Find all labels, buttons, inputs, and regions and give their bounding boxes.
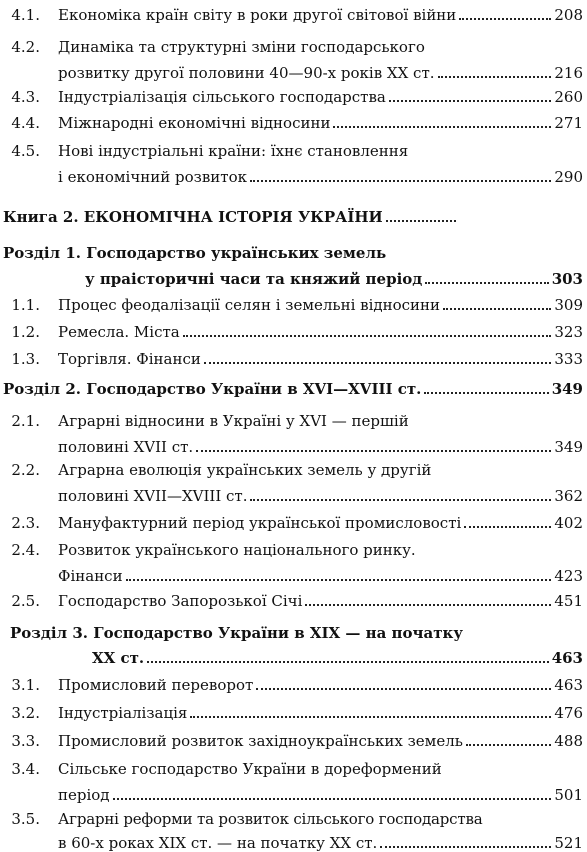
- leader-dots: [425, 282, 548, 284]
- page-number: 303: [551, 270, 583, 288]
- entry-title: Мануфактурний період української промисловості: [58, 514, 462, 532]
- entry-title: Аграрні відносини в Україні у XVI — першій: [58, 412, 409, 430]
- entry-number: 4.1.: [11, 6, 40, 24]
- page-number: 423: [554, 567, 583, 585]
- entry-title: Нові індустріальні країни: їхнє становлення: [58, 142, 409, 160]
- page-number: 216: [554, 64, 583, 82]
- entry-number: 2.1.: [11, 412, 40, 430]
- entry-number: 2.4.: [11, 541, 40, 559]
- entry-number: 1.2.: [11, 323, 40, 341]
- entry-number: 4.4.: [11, 114, 40, 132]
- leader-dots: [250, 180, 551, 182]
- leader-dots: [466, 744, 551, 746]
- entry-number: 2.2.: [11, 461, 40, 479]
- page-number: 521: [554, 834, 583, 852]
- entry-title-cont: розвитку другої половини 40—90-х років XX ст.: [58, 64, 435, 82]
- entry-title: Ремесла. Міста: [58, 323, 180, 341]
- entry-number: 3.3.: [11, 732, 40, 750]
- entry-number: 3.4.: [11, 760, 40, 778]
- page-number: 463: [551, 649, 583, 667]
- entry-number: 1.1.: [11, 296, 40, 314]
- entry-title-cont: половині XVII—XVIII ст.: [58, 487, 248, 505]
- leader-dots: [443, 308, 551, 310]
- entry-title: Процес феодалізації селян і земельні відносини: [58, 296, 441, 314]
- entry-title-cont: половині XVII ст.: [58, 438, 194, 456]
- page-number: 323: [554, 323, 583, 341]
- page-number: 501: [554, 786, 583, 804]
- leader-dots: [438, 76, 552, 78]
- entry-title: Індустріалізація: [58, 704, 188, 722]
- entry-title: Сільське господарство України в дореформений: [58, 760, 442, 778]
- entry-title: Економіка країн світу в роки другої світової війни: [58, 6, 457, 24]
- leader-dots: [113, 798, 552, 800]
- entry-number: 3.1.: [11, 676, 40, 694]
- page-number: 349: [551, 380, 583, 398]
- leader-dots: [305, 604, 551, 606]
- leader-dots: [389, 100, 551, 102]
- section-title: Розділ 2. Господарство України в XVI—XVIII ст.: [3, 380, 422, 398]
- entry-number: 4.3.: [11, 88, 40, 106]
- leader-dots: [250, 499, 551, 501]
- leader-dots: [256, 688, 551, 690]
- entry-title: Індустріалізація сільського господарства: [58, 88, 386, 106]
- entry-title: Розвиток українського національного ринку.: [58, 541, 416, 559]
- page-number: 349: [554, 438, 583, 456]
- page-number: 451: [554, 592, 583, 610]
- entry-title: Торгівля. Фінанси: [58, 350, 201, 368]
- leader-dots: [147, 661, 549, 663]
- page-number: 463: [554, 676, 583, 694]
- entry-title: Динаміка та структурні зміни господарського: [58, 38, 425, 56]
- page-number: 271: [554, 114, 583, 132]
- entry-title: Промисловий переворот: [58, 676, 254, 694]
- entry-title-cont: в 60-х роках XIX ст. — на початку XX ст.: [58, 834, 378, 852]
- page-number: 208: [554, 6, 583, 24]
- leader-dots: [196, 450, 551, 452]
- entry-title: Господарство Запорозької Січі: [58, 592, 303, 610]
- leader-dots: [424, 392, 548, 394]
- leader-dots: [459, 18, 551, 20]
- entry-title: Промисловий розвиток західноукраїнських земель: [58, 732, 463, 750]
- entry-title-cont: Фінанси: [58, 567, 123, 585]
- entry-number: 3.5.: [11, 810, 40, 828]
- entry-number: 3.2.: [11, 704, 40, 722]
- section-title-cont: у праісторичні часи та княжий період: [85, 270, 423, 288]
- entry-number: 2.3.: [11, 514, 40, 532]
- entry-number: 2.5.: [11, 592, 40, 610]
- leader-dots: [190, 716, 551, 718]
- leader-dots: [386, 220, 456, 222]
- page-number: 402: [554, 514, 583, 532]
- page-number: 290: [554, 168, 583, 186]
- page-number: 362: [554, 487, 583, 505]
- entry-number: 4.2.: [11, 38, 40, 56]
- page-number: 333: [554, 350, 583, 368]
- entry-title: Аграрна еволюція українських земель у другій: [58, 461, 432, 479]
- leader-dots: [183, 335, 552, 337]
- leader-dots: [204, 362, 552, 364]
- entry-title: Аграрні реформи та розвиток сільського господарства: [58, 810, 483, 828]
- leader-dots: [464, 526, 551, 528]
- page-number: 309: [554, 296, 583, 314]
- entry-title-cont: і економічний розвиток: [58, 168, 247, 186]
- entry-number: 1.3.: [11, 350, 40, 368]
- leader-dots: [380, 846, 551, 848]
- page-number: 260: [554, 88, 583, 106]
- section-title-cont: XX ст.: [92, 649, 145, 667]
- section-title: Розділ 1. Господарство українських земель: [3, 244, 387, 262]
- leader-dots: [126, 579, 552, 581]
- entry-title-cont: період: [58, 786, 110, 804]
- section-title: Розділ 3. Господарство України в XIX — на початку: [10, 624, 463, 642]
- book-title: Книга 2. ЕКОНОМІЧНА ІСТОРІЯ УКРАЇНИ: [3, 208, 383, 226]
- leader-dots: [333, 126, 551, 128]
- page-number: 488: [554, 732, 583, 750]
- entry-number: 4.5.: [11, 142, 40, 160]
- page-number: 476: [554, 704, 583, 722]
- entry-title: Міжнародні економічні відносини: [58, 114, 331, 132]
